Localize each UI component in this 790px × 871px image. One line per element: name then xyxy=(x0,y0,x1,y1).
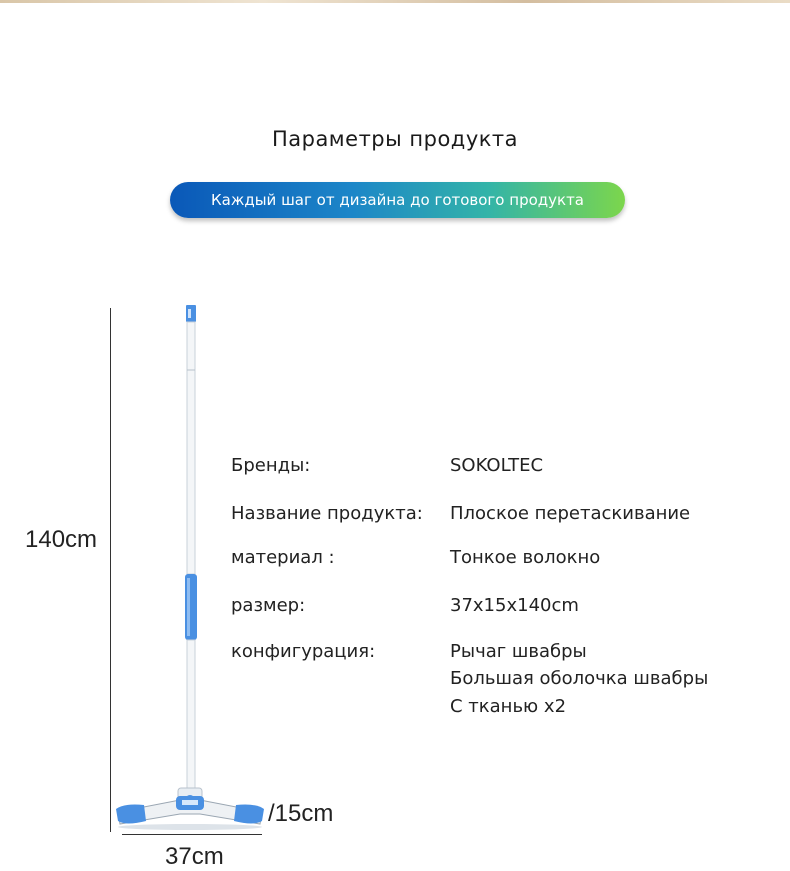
config-item: Большая оболочка швабры xyxy=(450,668,709,689)
spec-value: SOKOLTEC xyxy=(450,455,544,476)
depth-dimension-label: /15cm xyxy=(268,800,334,827)
height-dimension-label: 140cm xyxy=(25,526,98,553)
top-decor-strip xyxy=(0,0,790,3)
config-item: С тканью x2 xyxy=(450,696,567,717)
spec-label: материал : xyxy=(231,547,335,568)
spec-value: Плоское перетаскивание xyxy=(450,503,691,524)
spec-value: 37x15x140cm xyxy=(450,595,579,616)
width-dimension-label: 37cm xyxy=(165,843,224,870)
spec-label: размер: xyxy=(231,595,306,616)
spec-label: Бренды: xyxy=(231,455,311,476)
spec-value: Тонкое волокно xyxy=(450,547,601,568)
page-title: Параметры продукта xyxy=(271,127,519,151)
spec-label: Название продукта: xyxy=(231,503,423,524)
banner-tagline: Каждый шаг от дизайна до готового продукта xyxy=(170,182,625,218)
config-item: Рычаг швабры xyxy=(450,641,587,662)
spec-label: конфигурация: xyxy=(231,641,376,662)
